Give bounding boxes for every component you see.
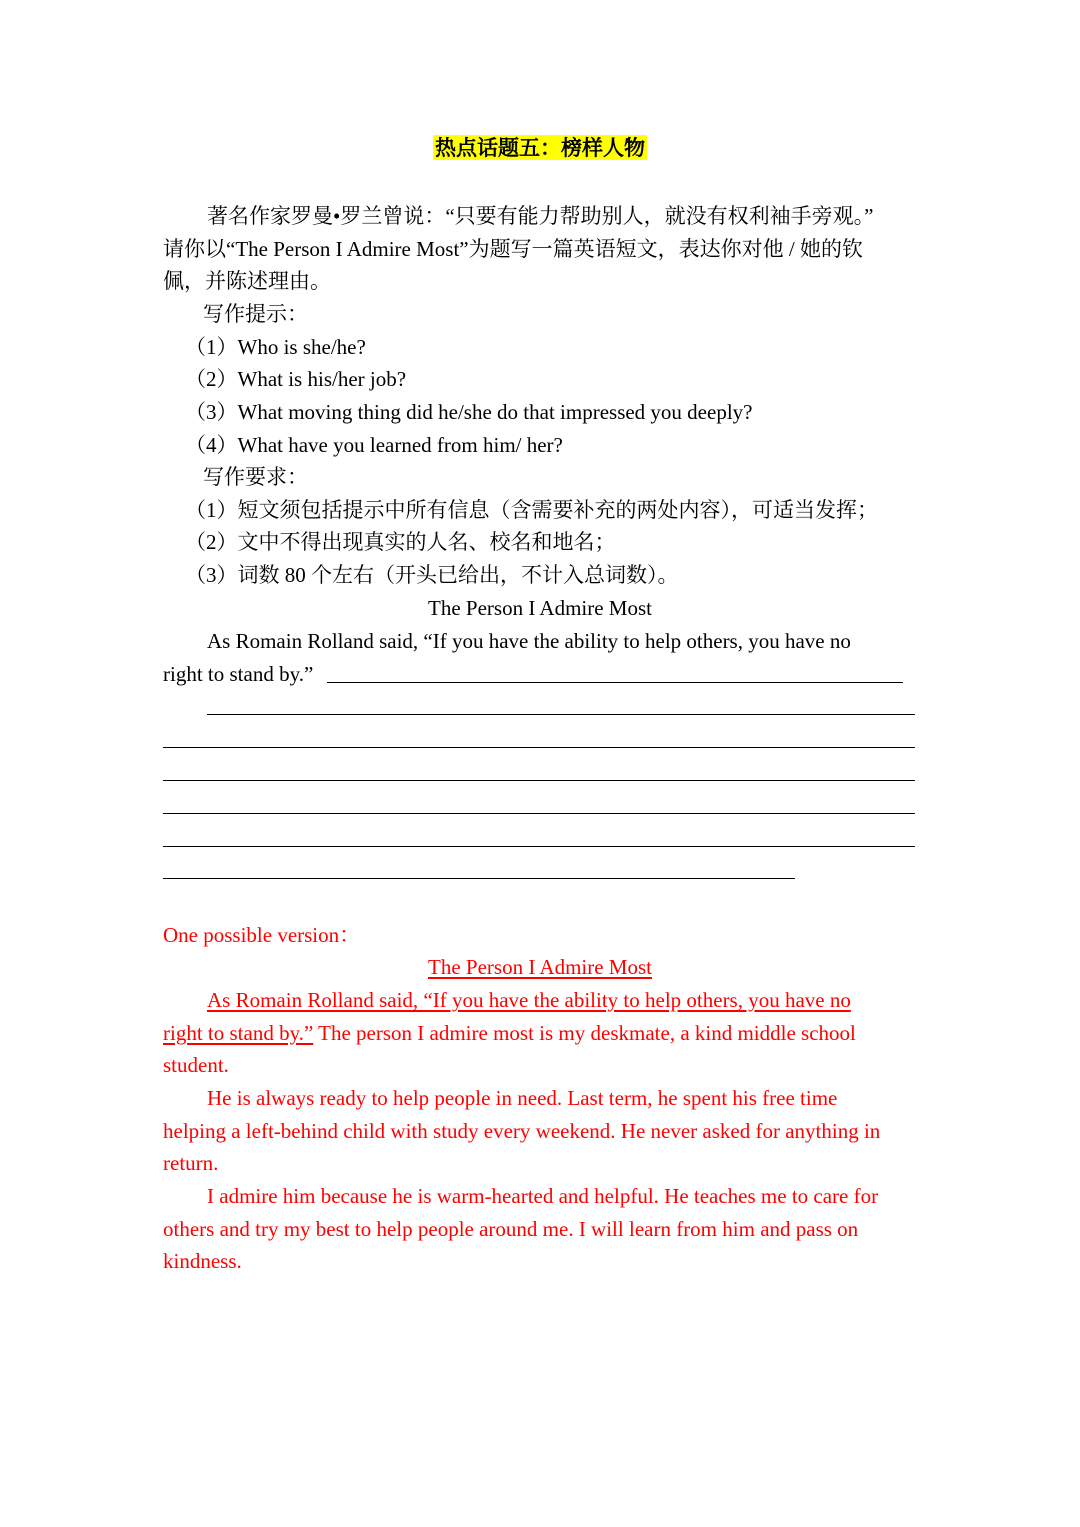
sample-title-text: The Person I Admire Most <box>428 955 652 979</box>
sample-given-opening-a: As Romain Rolland said, “If you have the ability to help others, you have no <box>207 988 851 1012</box>
hint-item-2: （2）What is his/her job? <box>185 367 407 391</box>
essay-opening-line-1: As Romain Rolland said, “If you have the ability to help others, you have no <box>207 629 851 653</box>
essay-opening-line-2: right to stand by.” <box>163 662 314 686</box>
essay-title: The Person I Admire Most <box>428 596 652 620</box>
requirement-item-2: （2）文中不得出现真实的人名、校名和地名； <box>185 530 616 554</box>
sample-p3-line-2: others and try my best to help people around me. I will learn from him and pass on <box>163 1217 859 1241</box>
answer-blank-line-2 <box>207 714 915 715</box>
prompt-line-3: 佩，并陈述理由。 <box>163 269 331 293</box>
answer-blank-line-1 <box>327 682 903 683</box>
sample-p3-line-3: kindness. <box>163 1249 242 1273</box>
hints-heading: 写作提示： <box>203 302 308 326</box>
title-highlight: 热点话题五：榜样人物 <box>435 135 645 160</box>
answer-blank-line-6 <box>163 846 915 847</box>
sample-p1-line-1 <box>207 987 851 1013</box>
hint-item-3: （3）What moving thing did he/she do that impressed you deeply? <box>185 400 753 424</box>
prompt-line-1: 著名作家罗曼•罗兰曾说：“只要有能力帮助别人，就没有权利袖手旁观。” <box>207 204 874 228</box>
requirements-heading: 写作要求： <box>203 465 308 489</box>
sample-p1-line-3: student. <box>163 1053 229 1077</box>
sample-given-opening-b: right to stand by.” <box>163 1021 314 1045</box>
hint-item-1: （1）Who is she/he? <box>185 335 366 359</box>
hint-item-4: （4）What have you learned from him/ her? <box>185 433 563 457</box>
sample-label: One possible version： <box>163 923 361 947</box>
prompt-line-2: 请你以“The Person I Admire Most”为题写一篇英语短文，表达你对他 / 她的钦 <box>163 237 863 261</box>
requirement-item-1: （1）短文须包括提示中所有信息（含需要补充的两处内容），可适当发挥； <box>185 498 878 522</box>
sample-p2-line-2: helping a left-behind child with study every weekend. He never asked for anything in <box>163 1119 881 1143</box>
sample-p1-line-2 <box>163 1020 856 1046</box>
answer-blank-line-5 <box>163 813 915 814</box>
sample-p2-line-3: return. <box>163 1151 219 1175</box>
sample-p1-continuation: The person I admire most is my deskmate, a kind middle school <box>313 1021 856 1045</box>
answer-blank-line-3 <box>163 747 915 748</box>
page-title <box>0 134 1080 162</box>
sample-p2-line-1: He is always ready to help people in need. Last term, he spent his free time <box>207 1086 838 1110</box>
answer-blank-line-7 <box>163 878 795 879</box>
answer-blank-line-4 <box>163 780 915 781</box>
sample-title <box>0 954 1080 980</box>
sample-p3-line-1: I admire him because he is warm-hearted and helpful. He teaches me to care for <box>207 1184 879 1208</box>
requirement-item-3: （3）词数 80 个左右（开头已给出，不计入总词数）。 <box>185 563 679 587</box>
